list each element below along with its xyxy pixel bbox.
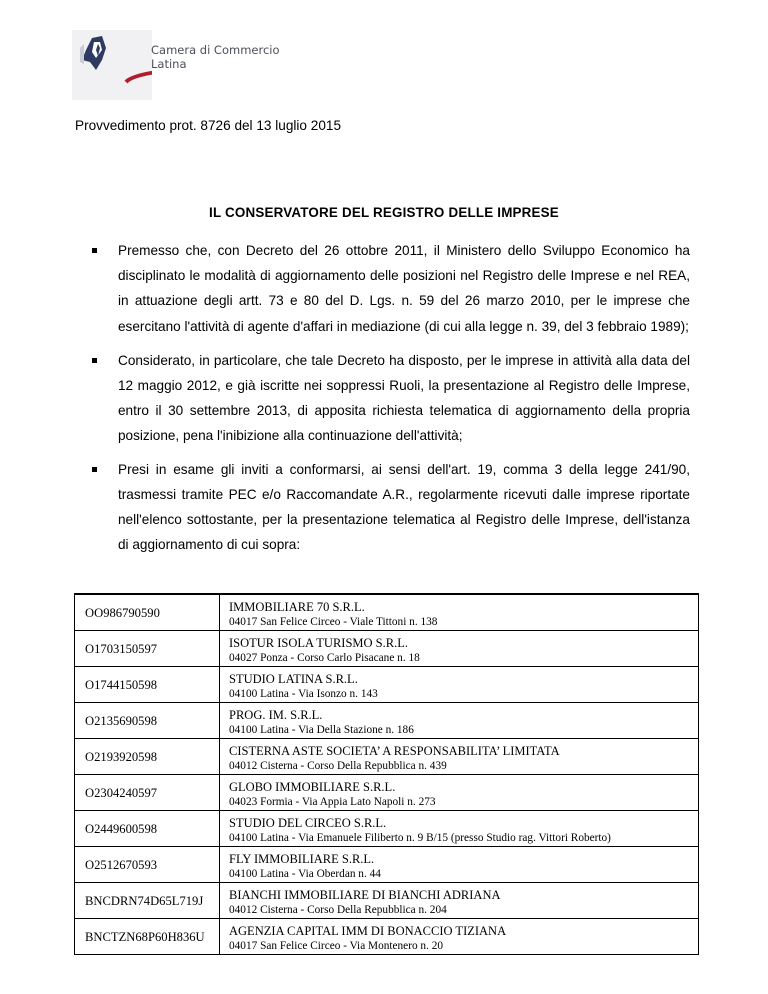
company-code: O2512670593	[75, 847, 220, 883]
company-address: 04017 San Felice Circeo - Viale Tittoni n. 138	[229, 616, 438, 628]
logo-line1: Camera di Commercio	[151, 43, 280, 57]
company-address: 04100 Latina - Via Della Stazione n. 186	[229, 724, 414, 736]
company-address: 04027 Ponza - Corso Carlo Pisacane n. 18	[229, 652, 420, 664]
company-name: CISTERNA ASTE SOCIETA’ A RESPONSABILITA’ LIMITATA	[229, 744, 560, 758]
company-name: ISOTUR ISOLA TURISMO S.R.L.	[229, 636, 408, 650]
premise-paragraph: Presi in esame gli inviti a conformarsi, ai sensi dell'art. 19, comma 3 della legge 241/90, trasmessi tramite PEC e/o Raccomandate A.R., regolarmente ricevuti dalle imprese riportate nell'elenco sottostante, per la presentazione telematica al Registro delle Imprese, dell'istanza di aggiornamento di cui sopra:	[90, 457, 690, 558]
table-row	[75, 631, 699, 667]
company-address: 04100 Latina - Via Oberdan n. 44	[229, 868, 381, 880]
table-row	[75, 811, 699, 847]
company-name: STUDIO LATINA S.R.L.	[229, 672, 358, 686]
company-address: 04100 Latina - Via Emanuele Filiberto n. 9 B/15 (presso Studio rag. Vittori Roberto)	[229, 832, 611, 844]
table-row	[75, 667, 699, 703]
company-name: BIANCHI IMMOBILIARE DI BIANCHI ADRIANA	[229, 888, 501, 902]
company-address: 04023 Formia - Via Appia Lato Napoli n. 273	[229, 796, 436, 808]
company-code: BNCDRN74D65L719J	[75, 883, 220, 919]
table-row	[75, 847, 699, 883]
company-code: O2304240597	[75, 775, 220, 811]
protocol-line: Provvedimento prot. 8726 del 13 luglio 2015	[75, 118, 342, 133]
company-address: 04012 Cisterna - Corso Della Repubblica n. 204	[229, 904, 447, 916]
company-name: IMMOBILIARE 70 S.R.L.	[229, 600, 365, 614]
table-row	[75, 739, 699, 775]
company-code: O2449600598	[75, 811, 220, 847]
company-address: 04017 San Felice Circeo - Via Montenero n. 20	[229, 940, 444, 952]
camera-commercio-logo	[72, 30, 284, 100]
premises-list	[90, 238, 690, 566]
company-code: O1744150598	[75, 667, 220, 703]
company-code: OO986790590	[75, 594, 220, 631]
premise-paragraph: Premesso che, con Decreto del 26 ottobre 2011, il Ministero dello Sviluppo Economico ha disciplinato le modalità di aggiornamento delle posizioni nel Registro delle Imprese e nel REA, in attuazione degli artt. 73 e 80 del D. Lgs. n. 59 del 26 marzo 2010, per le imprese che esercitano l'attività di agente d'affari in mediazione (di cui alla legge n. 39, del 3 febbraio 1989);	[90, 238, 690, 339]
document-title: IL CONSERVATORE DEL REGISTRO DELLE IMPRESE	[209, 205, 559, 220]
company-code: O1703150597	[75, 631, 220, 667]
company-address: 04100 Latina - Via Isonzo n. 143	[229, 688, 378, 700]
premise-paragraph: Considerato, in particolare, che tale Decreto ha disposto, per le imprese in attività alla data del 12 maggio 2012, e già iscritte nei soppressi Ruoli, la presentazione al Registro delle Imprese, entro il 30 settembre 2013, di apposita richiesta telematica di aggiornamento della propria posizione, pena l'inibizione alla continuazione dell'attività;	[90, 348, 690, 449]
companies-table	[74, 593, 699, 955]
company-code: O2193920598	[75, 739, 220, 775]
company-name: PROG. IM. S.R.L.	[229, 708, 323, 722]
table-row	[75, 703, 699, 739]
company-code: O2135690598	[75, 703, 220, 739]
table-row	[75, 775, 699, 811]
company-address: 04012 Cisterna - Corso Della Repubblica n. 439	[229, 760, 447, 772]
company-name: GLOBO IMMOBILIARE S.R.L.	[229, 780, 396, 794]
company-code: BNCTZN68P60H836U	[75, 919, 220, 955]
company-name: FLY IMMOBILIARE S.R.L.	[229, 852, 375, 866]
company-name: STUDIO DEL CIRCEO S.R.L.	[229, 816, 387, 830]
table-row	[75, 883, 699, 919]
logo-line2: Latina	[151, 57, 187, 71]
company-name: AGENZIA CAPITAL IMM DI BONACCIO TIZIANA	[229, 924, 507, 938]
table-row	[75, 594, 699, 631]
logo-emblem-icon	[72, 30, 152, 100]
table-row	[75, 919, 699, 955]
